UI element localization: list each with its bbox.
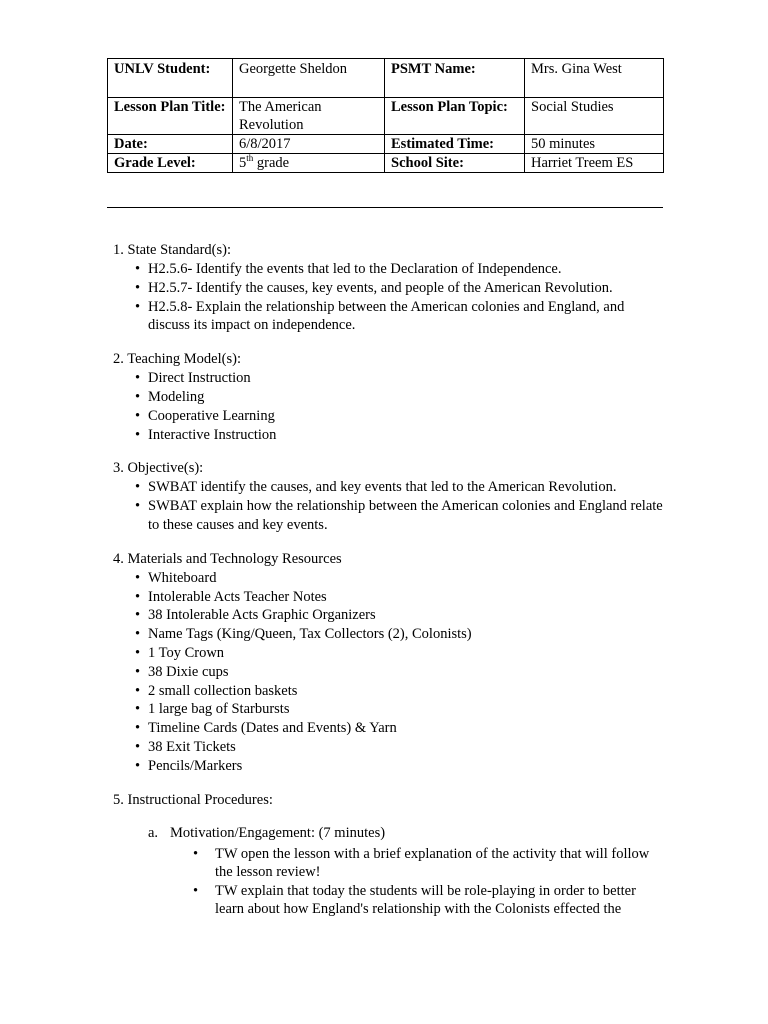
bullet-icon: • [193, 882, 199, 899]
bullet-icon: • [135, 757, 141, 774]
list-item-text: Modeling [148, 388, 205, 405]
estimated-time-value: 50 minutes [525, 135, 664, 154]
list-item-text: Intolerable Acts Teacher Notes [148, 588, 327, 605]
list-item-text: 38 Intolerable Acts Graphic Organizers [148, 607, 376, 624]
list-item [113, 700, 663, 719]
list-item-text: 38 Dixie cups [148, 663, 229, 680]
list-item [113, 260, 663, 279]
list-item-text: Pencils/Markers [148, 757, 243, 774]
list-item [113, 279, 663, 298]
bullet-icon: • [135, 407, 141, 424]
list-item-text: Cooperative Learning [148, 407, 275, 424]
list-item-text: TW open the lesson with a brief explanation of the activity that will follow the lesson review! [215, 845, 650, 880]
unlv-student-label: UNLV Student: [108, 59, 233, 98]
bullet-icon: • [135, 498, 141, 515]
date-value: 6/8/2017 [233, 135, 385, 154]
list-item-text: 1 large bag of Starbursts [148, 701, 290, 718]
list-item-text: 1 Toy Crown [148, 644, 225, 661]
list-item [113, 426, 663, 445]
lesson-plan-topic-value: Social Studies [525, 98, 664, 135]
list-item [113, 407, 663, 426]
psmt-name-label: PSMT Name: [385, 59, 525, 98]
list-item [113, 569, 663, 588]
bullet-icon: • [135, 479, 141, 496]
list-item [113, 625, 663, 644]
section-materials [113, 550, 663, 776]
bullet-icon: • [135, 426, 141, 443]
list-item [113, 606, 663, 625]
list-item-text: 2 small collection baskets [148, 682, 298, 699]
list-item-text: TW explain that today the students will be role-playing in order to better learn about how England's relationship with the Colonists effected the [215, 882, 636, 917]
bullet-icon: • [135, 607, 141, 624]
list-item-text: SWBAT identify the causes, and key events that led to the American Revolution. [148, 479, 617, 496]
section-heading: 2. Teaching Model(s): [113, 351, 241, 368]
procedures-list [113, 845, 663, 918]
bullet-icon: • [135, 720, 141, 737]
list-item-text: SWBAT explain how the relationship between the American colonies and England relate to these causes and key events. [148, 498, 663, 533]
horizontal-divider [107, 207, 663, 208]
list-item [113, 682, 663, 701]
list-item [113, 298, 663, 336]
estimated-time-label: Estimated Time: [385, 135, 525, 154]
table-row [108, 59, 664, 98]
bullet-icon: • [135, 663, 141, 680]
teaching-models-list [113, 369, 663, 444]
list-item [113, 388, 663, 407]
list-item [113, 644, 663, 663]
bullet-icon: • [135, 682, 141, 699]
grade-word: grade [253, 155, 290, 171]
bullet-icon: • [135, 588, 141, 605]
section-standards [113, 241, 663, 335]
section-teaching-models [113, 350, 663, 444]
list-item-text: Name Tags (King/Queen, Tax Collectors (2), Colonists) [148, 626, 472, 643]
psmt-name-value: Mrs. Gina West [525, 59, 664, 98]
list-item-text: 38 Exit Tickets [148, 738, 236, 755]
date-label: Date: [108, 135, 233, 154]
grade-suffix: th [246, 153, 254, 164]
school-site-label: School Site: [385, 154, 525, 173]
bullet-icon: • [135, 279, 141, 296]
list-item-text: H2.5.8- Explain the relationship between the American colonies and England, and discuss its impact on independence. [148, 298, 625, 334]
section-objectives [113, 459, 663, 534]
school-site-value: Harriet Treem ES [525, 154, 664, 173]
section-heading: 1. State Standard(s): [113, 242, 231, 258]
bullet-icon: • [135, 370, 141, 387]
table-row [108, 135, 664, 154]
section-heading: 5. Instructional Procedures: [113, 791, 273, 808]
sub-heading-text: Motivation/Engagement: (7 minutes) [170, 824, 386, 841]
grade-number: 5 [239, 155, 247, 171]
bullet-icon: • [193, 845, 199, 862]
standards-list [113, 260, 663, 335]
section-procedures [113, 791, 663, 918]
list-item-text: Timeline Cards (Dates and Events) & Yarn [148, 720, 397, 737]
lesson-plan-topic-label: Lesson Plan Topic: [385, 98, 525, 135]
bullet-icon: • [135, 626, 141, 643]
list-item-text: H2.5.6- Identify the events that led to the Declaration of Independence. [148, 261, 562, 277]
list-item-text: Interactive Instruction [148, 426, 277, 443]
bullet-icon: • [135, 644, 141, 661]
unlv-student-value: Georgette Sheldon [233, 59, 385, 98]
bullet-icon: • [135, 738, 141, 755]
list-item [113, 369, 663, 388]
list-item-text: Whiteboard [148, 569, 217, 586]
list-item [113, 845, 663, 881]
list-item [113, 757, 663, 776]
objectives-list [113, 478, 663, 534]
section-heading: 3. Objective(s): [113, 460, 204, 477]
lesson-content [113, 241, 663, 933]
bullet-icon: • [135, 569, 141, 586]
list-item-text: H2.5.7- Identify the causes, key events, and people of the American Revolution. [148, 279, 613, 296]
grade-level-value [233, 154, 385, 173]
bullet-icon: • [135, 298, 141, 315]
list-item [113, 738, 663, 757]
list-item [113, 588, 663, 607]
list-item-text: Direct Instruction [148, 370, 251, 387]
grade-level-label: Grade Level: [108, 154, 233, 173]
list-item [113, 497, 663, 535]
list-item [113, 663, 663, 682]
lesson-info-table [107, 58, 664, 173]
materials-list [113, 569, 663, 776]
bullet-icon: • [135, 701, 141, 718]
sub-letter: a. [148, 824, 159, 841]
list-item [113, 882, 663, 918]
section-heading: 4. Materials and Technology Resources [113, 550, 342, 567]
bullet-icon: • [135, 261, 141, 277]
table-row [108, 154, 664, 173]
table-row [108, 98, 664, 135]
list-item [113, 719, 663, 738]
lesson-plan-title-label: Lesson Plan Title: [108, 98, 233, 135]
list-item [113, 478, 663, 497]
procedures-subheading [113, 824, 663, 843]
bullet-icon: • [135, 388, 141, 405]
lesson-plan-title-value: The American Revolution [233, 98, 385, 135]
